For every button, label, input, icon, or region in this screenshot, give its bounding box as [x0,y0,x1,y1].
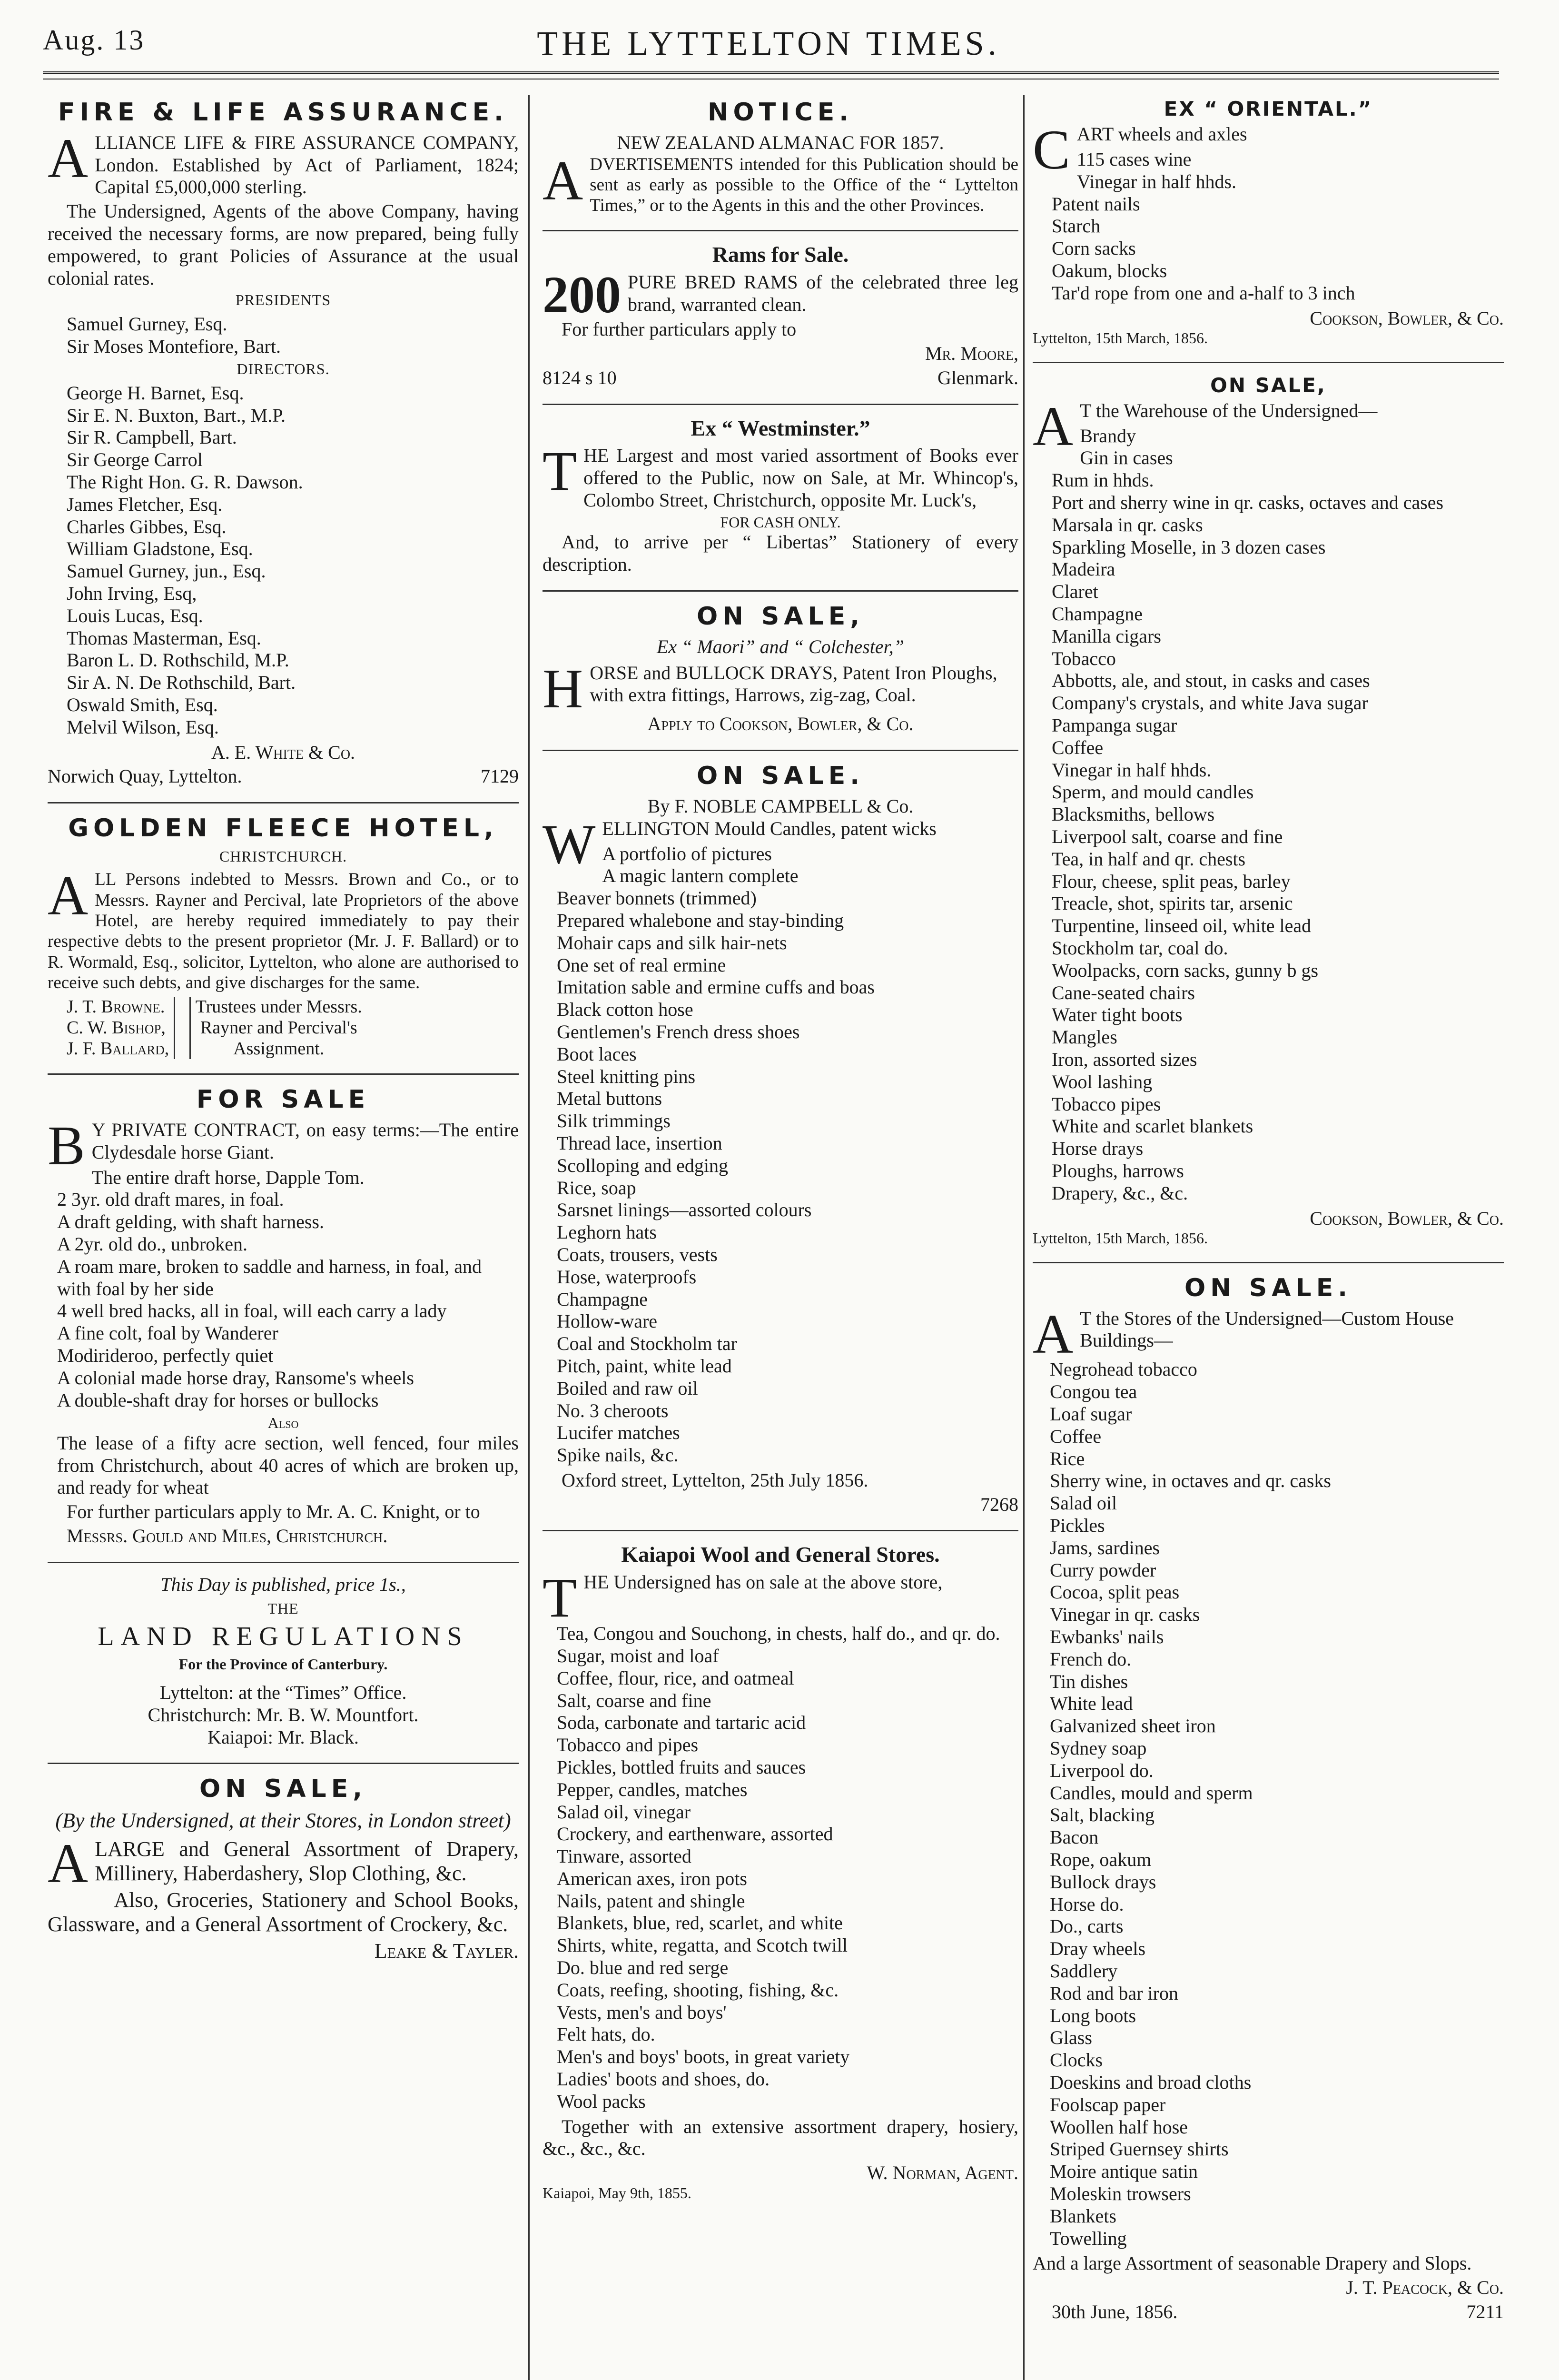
list-item: Cane-seated chairs [1052,982,1195,1003]
list-item: Tea, Congou and Souchong, in chests, half do., and qr. do. [557,1623,1000,1645]
list-item: Tea, in half and qr. chests [1052,848,1246,870]
presidents-list [67,313,519,358]
list-item: Gentlemen's French dress shoes [557,1021,800,1042]
list-item: Long boots [1050,2004,1136,2026]
ad-heading: FOR SALE [196,1085,370,1114]
list-item: Moire antique satin [1050,2161,1198,2182]
drop-cap: A [1033,1302,1074,1365]
drop-cap: A [543,149,583,212]
ad-lead: T the Stores of the Undersigned—Custom House Buildings— [1080,1307,1454,1351]
list-item: A 2yr. old do., unbroken. [57,1233,247,1255]
list-item: Towelling [1050,2227,1127,2249]
list-item: Blacksmiths, bellows [1052,803,1215,825]
section-rule [543,1530,1018,1531]
ad-signature: A. E. White & Co. [211,741,355,763]
list-item: A portfolio of pictures [602,843,772,864]
list-item: Coats, trousers, vests [557,1243,718,1265]
cash-only-label: FOR CASH ONLY. [720,513,841,531]
trustee-name: J. F. Ballard, [67,1038,169,1059]
list-item: A fine colt, foal by Wanderer [57,1322,278,1344]
list-item: Tobacco [1052,647,1116,669]
ad-lead: HE Undersigned has on sale at the above store, [583,1571,943,1593]
list-item: Coal and Stockholm tar [557,1333,737,1355]
ad-signature: Cookson, Bowler, & Co. [1310,1207,1504,1229]
horse-list [57,1167,519,1412]
section-rule [1033,1262,1504,1263]
section-rule [48,1763,519,1764]
trustee-role: Rayner and Percival's [200,1017,357,1038]
for-sale-horses-ad [48,1085,519,1547]
drop-cap: T [543,1567,577,1629]
ad-place: Oxford street, Lyttelton, 25th July 1856. [562,1469,868,1491]
list-item: Flour, cheese, split peas, barley [1052,870,1291,892]
also-label: Also [267,1414,299,1432]
ad-signature: Apply to Cookson, Bowler, & Co. [647,713,914,735]
list-item: Turpentine, linseed oil, white lead [1052,915,1312,937]
list-item: Champagne [1052,603,1143,625]
list-item: Corn sacks [1052,238,1136,259]
trustees-block [67,997,519,1059]
ad-signature: Cookson, Bowler, & Co. [1310,307,1504,329]
list-item: Coffee [1050,1425,1102,1447]
agent-line: Kaiapoi: Mr. Black. [207,1726,359,1748]
ad-lead: ART wheels and axles [1076,123,1247,145]
list-item: Tobacco and pipes [557,1734,699,1756]
list-item: Woolpacks, corn sacks, gunny b gs [1052,959,1319,981]
publication-title: LAND REGULATIONS [98,1622,469,1652]
ad-heading: NOTICE. [708,98,853,127]
list-item: Glass [1050,2027,1092,2049]
list-item: Foolscap paper [1050,2093,1166,2115]
list-item: Abbotts, ale, and stout, in casks and cases [1052,670,1370,692]
list-item: Lucifer matches [557,1422,680,1444]
goods-list [1052,425,1504,1205]
list-item: Ploughs, harrows [1052,1160,1184,1181]
ad-signature: Messrs. Gould and Miles, Christchurch. [67,1525,388,1547]
list-item: Congou tea [1050,1381,1137,1403]
list-item: Crockery, and earthenware, assorted [557,1823,833,1845]
list-item: Rice, soap [557,1177,636,1199]
list-item: Claret [1052,581,1098,603]
ad-lead: T the Warehouse of the Undersigned— [1080,399,1378,421]
list-item: Candles, mould and sperm [1050,1782,1253,1804]
section-rule [48,802,519,803]
list-item: Horse do. [1050,1893,1124,1915]
ad-heading: FIRE & LIFE ASSURANCE. [58,98,508,127]
ad-body: Also, Groceries, Stationery and School Books, Glassware, and a General Assortment of Crockery, &c. [48,1888,519,1936]
trustee-role: Assignment. [233,1038,325,1059]
list-item: Sperm, and mould candles [1052,781,1254,803]
drop-cap: W [543,813,596,875]
lease-text: The lease of a fifty acre section, well fenced, four miles from Christchurch, about 40 acres of which are broken up, and ready for wheat [57,1432,519,1498]
issue-date: Aug. 13 [43,24,145,56]
ad-signature: W. Norman, Agent. [867,2162,1018,2184]
list-item: Salt, blacking [1050,1804,1154,1826]
list-item: Men's and boys' boots, in great variety [557,2046,850,2068]
ad-place: Norwich Quay, Lyttelton. [48,765,242,787]
list-item: Steel knitting pins [557,1065,696,1087]
list-item: Curry powder [1050,1559,1156,1581]
ad-subheading: By F. NOBLE CAMPBELL & Co. [647,795,914,817]
list-item: Champagne [557,1288,648,1310]
ad-date: Kaiapoi, May 9th, 1855. [543,2184,691,2202]
directors-label: DIRECTORS. [237,360,330,378]
list-item: A double-shaft dray for horses or bullocks [57,1389,379,1411]
goods-list [1050,1359,1504,2250]
section-rule [1033,362,1504,363]
list-item: Sir E. N. Buxton, Bart., M.P. [67,404,286,426]
ad-body: DVERTISEMENTS intended for this Publication should be sent as early as possible to the Office of the “ Lyttelton Times,” or to the Agents in this and the other Provinces. [590,154,1018,216]
list-item: Dray wheels [1050,1938,1146,1960]
column-divider [1023,95,1025,2380]
list-item: Sir George Carrol [67,449,203,471]
list-item: Moleskin trowsers [1050,2182,1191,2204]
list-item: Wool packs [557,2090,646,2112]
list-item: Rum in hhds. [1052,469,1154,491]
ad-subheading: (By the Undersigned, at their Stores, in London street) [55,1809,511,1833]
list-item: Louis Lucas, Esq. [67,605,203,626]
section-rule [543,230,1018,231]
list-item: White and scarlet blankets [1052,1115,1253,1137]
list-item: Negrohead tobacco [1050,1359,1197,1380]
list-item: Shirts, white, regatta, and Scotch twill [557,1934,848,1956]
golden-fleece-ad [48,814,519,1059]
list-item: Sir Moses Montefiore, Bart. [67,335,281,357]
list-item: Hose, waterproofs [557,1266,697,1288]
list-item: Madeira [1052,558,1115,580]
list-item: Horse drays [1052,1138,1144,1160]
list-item: Coffee [1052,736,1104,758]
list-item: Vinegar in qr. casks [1050,1604,1200,1626]
list-item: The Right Hon. G. R. Dawson. [67,471,303,493]
list-item: Samuel Gurney, jun., Esq. [67,560,266,582]
list-item: Port and sherry wine in qr. casks, octaves and cases [1052,492,1444,514]
ad-lead: ELLINGTON Mould Candles, patent wicks [602,817,937,839]
trustee-role: Trustees under Messrs. [195,997,362,1017]
drop-cap: T [543,440,577,503]
list-item: Thomas Masterman, Esq. [67,627,261,649]
list-item: Blankets, blue, red, scarlet, and white [557,1912,843,1934]
list-item: Loaf sugar [1050,1403,1132,1425]
quantity-number: 200 [543,266,621,324]
list-item: Sparkling Moselle, in 3 dozen cases [1052,536,1326,558]
list-item: Saddlery [1050,1960,1118,1982]
list-item: Nails, patent and shingle [557,1890,745,1912]
list-item: Prepared whalebone and stay-binding [557,909,844,931]
list-item: Tin dishes [1050,1670,1128,1692]
contact-name: Mr. Moore, [925,343,1018,365]
together-text: Together with an extensive assortment drapery, hosiery, &c., &c., &c. [543,2115,1018,2160]
list-item: Blankets [1050,2205,1116,2227]
list-item: Brandy [1080,425,1136,446]
oriental-ad [1033,97,1504,347]
campbell-on-sale-ad [543,762,1018,1516]
section-rule [543,750,1018,751]
published-line: This Day is published, price 1s., [160,1573,406,1595]
ad-date: 30th June, 1856. [1052,2301,1178,2322]
ad-number: 8124 s 10 [543,367,617,388]
drop-cap: A [1033,395,1074,457]
ad-number: 7211 [1466,2301,1504,2322]
list-item: Sugar, moist and loaf [557,1645,719,1666]
kaiapoi-stores-ad [543,1542,1018,2202]
list-item: Do., carts [1050,1915,1124,1937]
list-item: Liverpool do. [1050,1759,1154,1781]
ad-heading: GOLDEN FLEECE HOTEL, [68,814,498,843]
list-item: 4 well bred hacks, all in foal, will each carry a lady [57,1300,447,1322]
list-item: Oswald Smith, Esq. [67,694,218,716]
list-item: A colonial made horse dray, Ransome's wheels [57,1367,414,1388]
drop-cap: C [1033,119,1070,181]
trustee-name: C. W. Bishop, [67,1017,166,1038]
agent-line: Lyttelton: at the “Times” Office. [159,1682,407,1704]
list-item: Samuel Gurney, Esq. [67,313,227,335]
drapery-on-sale-ad [48,1775,519,1963]
list-item: French do. [1050,1648,1132,1670]
list-item: Thread lace, insertion [557,1132,722,1154]
list-item: A roam mare, broken to saddle and harness, in foal, and with foal by her side [57,1255,482,1299]
list-item: Pickles [1050,1515,1105,1537]
ad-subheading: CHRISTCHURCH. [219,848,347,865]
list-item: Water tight boots [1052,1004,1183,1026]
section-rule [48,1073,519,1075]
ad-lead: ORSE and BULLOCK DRAYS, Patent Iron Ploughs, with extra fittings, Harrows, zig-zag, Coal. [590,662,997,706]
ad-lead: LLIANCE LIFE & FIRE ASSURANCE COMPANY, London. Established by Act of Parliament, 1824; Capital £5,000,000 sterling. [95,131,519,198]
list-item: Oakum, blocks [1052,259,1167,281]
list-item: Pepper, candles, matches [557,1778,748,1800]
list-item: American axes, iron pots [557,1867,747,1889]
list-item: Baron L. D. Rothschild, M.P. [67,649,289,671]
list-item: The entire draft horse, Dapple Tom. [91,1166,365,1188]
list-item: Pampanga sugar [1052,714,1177,736]
list-item: One set of real ermine [557,954,726,976]
ad-heading: Kaiapoi Wool and General Stores. [621,1542,940,1567]
list-item: Treacle, shot, spirits tar, arsenic [1052,892,1293,914]
drays-on-sale-ad [543,602,1018,735]
list-item: Sir A. N. De Rothschild, Bart. [67,672,296,694]
list-item: John Irving, Esq, [67,583,197,605]
masthead-rule [43,71,1499,79]
goods-list [1052,149,1504,305]
list-item: Marsala in qr. casks [1052,514,1203,536]
list-item: Salad oil [1050,1492,1117,1514]
ad-lead: LARGE and General Assortment of Drapery, Millinery, Haberdashery, Slop Clothing, &c. [95,1837,519,1885]
list-item: Boiled and raw oil [557,1377,698,1399]
list-item: Doeskins and broad cloths [1050,2071,1252,2093]
ad-lead: PURE BRED RAMS of the celebrated three leg brand, warranted clean. [628,271,1018,316]
list-item: Ladies' boots and shoes, do. [557,2068,770,2090]
list-item: Starch [1052,215,1101,237]
ad-heading: Ex “ Westminster.” [691,416,870,440]
list-item: Pitch, paint, white lead [557,1355,732,1377]
list-item: Rope, oakum [1050,1848,1152,1870]
ad-heading: ON SALE. [697,762,864,791]
list-item: White lead [1050,1693,1133,1715]
ad-date: Lyttelton, 15th March, 1856. [1033,1230,1208,1247]
list-item: Coffee, flour, rice, and oatmeal [557,1667,794,1689]
list-item: Company's crystals, and white Java sugar [1052,692,1368,714]
list-item: Pickles, bottled fruits and sauces [557,1756,806,1778]
list-item: Manilla cigars [1052,625,1161,647]
ad-heading: Rams for Sale. [712,242,849,267]
list-item: Hollow-ware [557,1310,658,1332]
list-item: Sydney soap [1050,1737,1147,1759]
list-item: Vests, men's and boys' [557,2001,727,2023]
list-item: Sir R. Campbell, Bart. [67,426,237,448]
ad-place: Glenmark. [937,367,1018,388]
list-item: Clocks [1050,2049,1103,2071]
list-item: Charles Gibbes, Esq. [67,516,227,537]
list-item: Liverpool salt, coarse and fine [1052,826,1283,847]
column-1 [48,95,519,2380]
further-text: For further particulars apply to [562,318,797,340]
closing-text: And a large Assortment of seasonable Drapery and Slops. [1033,2252,1472,2274]
list-item: Metal buttons [557,1088,662,1110]
ad-subheading: Ex “ Maori” and “ Colchester,” [656,635,905,657]
list-item: Coats, reefing, shooting, fishing, &c. [557,1979,839,2001]
column-3 [1033,95,1504,2380]
list-item: Gin in cases [1080,447,1173,469]
drop-cap: H [543,657,583,720]
list-item: 2 3yr. old draft mares, in foal. [57,1189,284,1210]
notice-ad [543,98,1018,216]
section-rule [543,404,1018,405]
list-item: Bullock drays [1050,1871,1156,1893]
ad-lead: Y PRIVATE CONTRACT, on easy terms:—The entire Clydesdale horse Giant. [91,1119,519,1163]
list-item: Beaver bonnets (trimmed) [557,887,757,909]
list-item: Silk trimmings [557,1110,671,1132]
agent-line: Christchurch: Mr. B. W. Mountfort. [148,1704,419,1726]
westminster-books-ad [543,416,1018,576]
list-item: Do. blue and red serge [557,1957,729,1979]
directors-list [67,382,519,739]
list-item: Soda, carbonate and tartaric acid [557,1712,806,1734]
list-item: Melvil Wilson, Esq. [67,716,219,738]
ad-body: HE Largest and most varied assortment of Books ever offered to the Public, now on Sale, at Mr. Whincop's, Colombo Street, Christchurch, opposite Mr. Luck's, [583,445,1018,511]
the-label: THE [267,1599,299,1617]
ad-signature: Leake & Tayler. [374,1939,519,1963]
list-item: Imitation sable and ermine cuffs and boas [557,976,875,998]
list-item: Sherry wine, in octaves and qr. casks [1050,1470,1331,1492]
ad-signature: J. T. Peacock, & Co. [1346,2277,1504,2299]
section-rule [48,1562,519,1563]
newspaper-title: THE LYTTELTON TIMES. [537,24,1000,62]
drop-cap: B [48,1114,85,1177]
list-item: Woollen half hose [1050,2116,1188,2138]
ad-body: LL Persons indebted to Messrs. Brown and Co., or to Messrs. Rayner and Percival, late Proprietors of the above Hotel, are hereby required immediately to pay their respective debts to the present proprietor (Mr. J. F. Ballard) or to R. Wormald, Esq., solicitor, Lyttelton, who alone are authorised to receive such debts, and give discharges for the same. [48,870,519,992]
list-item: Vinegar in half hhds. [1052,759,1212,781]
drop-cap: A [48,1832,89,1894]
list-item: Striped Guernsey shirts [1050,2138,1229,2160]
ad-date: Lyttelton, 15th March, 1856. [1033,329,1208,347]
list-item: Iron, assorted sizes [1052,1048,1197,1070]
ad-number: 7268 [980,1493,1018,1515]
warehouse-on-sale-ad [1033,374,1504,1248]
list-item: Boot laces [557,1043,637,1065]
ad-heading: ON SALE, [697,602,864,631]
ad-subheading: NEW ZEALAND ALMANAC FOR 1857. [617,131,944,153]
ad-body: The Undersigned, Agents of the above Company, having received the necessary forms, are now prepared, being fully empowered, to grant Policies of Assurance at the usual colonial rates. [48,200,519,289]
list-item: Bacon [1050,1826,1099,1848]
list-item: A magic lantern complete [602,865,799,887]
ad-subheading: For the Province of Canterbury. [178,1655,388,1673]
list-item: Jams, sardines [1050,1537,1160,1558]
list-item: Scolloping and edging [557,1154,728,1176]
list-item: James Fletcher, Esq. [67,493,223,515]
rams-for-sale-ad [543,242,1018,389]
list-item: Tar'd rope from one and a-half to 3 inch [1052,282,1355,304]
list-item: Black cotton hose [557,999,693,1021]
ad-heading: ON SALE, [1210,373,1326,397]
ad-heading: ON SALE, [199,1775,367,1804]
masthead [43,19,1494,67]
column-2 [543,95,1018,2380]
drop-cap: A [48,864,89,927]
list-item: Stockholm tar, coal do. [1052,937,1228,959]
land-regulations-ad [48,1574,519,1749]
list-item: Salt, coarse and fine [557,1689,711,1711]
list-item: William Gladstone, Esq. [67,538,253,560]
list-item: Tobacco pipes [1052,1093,1161,1115]
list-item: No. 3 cheroots [557,1399,669,1421]
list-item: Mangles [1052,1026,1117,1048]
list-item: Drapery, &c., &c. [1052,1182,1188,1204]
list-item: Ewbanks' nails [1050,1626,1164,1647]
list-item: Wool lashing [1052,1071,1153,1092]
list-item: Tinware, assorted [557,1845,691,1867]
list-item: Sarsnet linings—assorted colours [557,1199,812,1221]
list-item: Felt hats, do. [557,2023,655,2045]
list-item: Spike nails, &c. [557,1444,679,1466]
fire-life-assurance-ad [48,98,519,788]
further-text: For further particulars apply to Mr. A. C. Knight, or to [67,1501,480,1523]
list-item: Mohair caps and silk hair-nets [557,932,787,953]
goods-list [557,1623,1018,2113]
presidents-label: PRESIDENTS [235,291,331,309]
list-item: Leghorn hats [557,1221,657,1243]
list-item: Rod and bar iron [1050,1982,1178,2004]
ad-heading: EX “ ORIENTAL.” [1164,97,1373,120]
custom-house-on-sale-ad [1033,1274,1504,2323]
section-rule [543,590,1018,592]
list-item: Galvanized sheet iron [1050,1715,1216,1737]
column-divider [528,95,530,2380]
drop-cap: A [48,127,89,189]
ad-number: 7129 [481,765,519,787]
list-item: Rice [1050,1448,1085,1469]
goods-list [557,843,1018,1467]
list-item: A draft gelding, with shaft harness. [57,1211,324,1233]
list-item: Modirideroo, perfectly quiet [57,1345,274,1367]
list-item: 115 cases wine [1076,148,1192,170]
list-item: George H. Barnet, Esq. [67,382,244,404]
trustee-name: J. T. Browne. [67,997,165,1017]
ad-heading: ON SALE. [1184,1273,1352,1302]
list-item: Vinegar in half hhds. [1076,170,1237,192]
list-item: Cocoa, split peas [1050,1581,1180,1603]
list-item: Patent nails [1052,193,1140,215]
list-item: Salad oil, vinegar [557,1801,691,1823]
arrival-text: And, to arrive per “ Libertas” Stationery of every description. [543,531,1018,575]
